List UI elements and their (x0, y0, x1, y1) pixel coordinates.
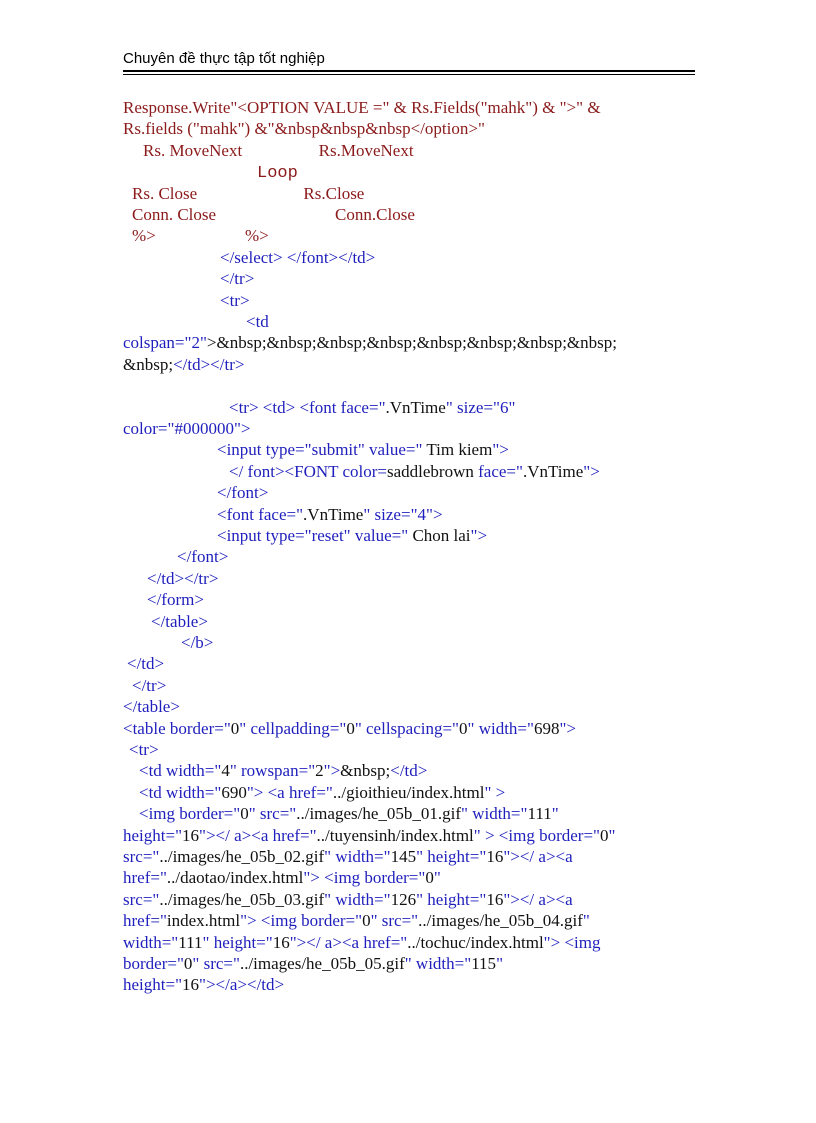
code-segment: <tr> (129, 740, 159, 759)
code-line (151, 611, 208, 632)
code-segment: ../images/he_05b_01.gif (296, 804, 462, 824)
code-line (246, 311, 269, 332)
code-line (132, 225, 269, 246)
code-segment: " (608, 825, 616, 845)
code-segment: " height=" (416, 847, 487, 866)
code-line (177, 546, 228, 567)
code-segment: " width=" (467, 718, 534, 738)
code-segment: " cellspacing=" (354, 718, 459, 738)
code-line (129, 739, 159, 760)
code-segment: 111 (178, 932, 203, 952)
code-segment: <table border=" (123, 718, 231, 738)
header-rule-thin (123, 74, 695, 75)
code-segment: " size="4"> (363, 504, 443, 524)
code-segment: 145 (390, 847, 417, 866)
code-line (139, 760, 427, 781)
code-segment: " width=" (404, 954, 472, 973)
code-segment: </font> (217, 483, 269, 503)
code-segment: "> (492, 440, 509, 460)
code-segment: </font> (177, 547, 229, 567)
code-segment: "> (323, 761, 341, 781)
code-segment: Rs. MoveNext Rs.MoveNext (143, 140, 414, 160)
code-line (139, 782, 505, 803)
code-segment: 698 (533, 718, 560, 738)
code-segment: ../gioithieu/index.html (332, 782, 485, 802)
code-segment: " > <img border=" (473, 825, 600, 845)
code-segment: 690 (221, 782, 247, 802)
code-segment: 0 (346, 718, 355, 738)
code-segment: " height=" (416, 889, 487, 909)
code-segment: " width=" (324, 889, 391, 909)
code-line (217, 439, 509, 460)
code-line (181, 632, 213, 653)
code-segment: </td> (127, 654, 165, 674)
code-segment: " (582, 911, 590, 931)
code-line (123, 953, 503, 974)
code-line (123, 825, 615, 846)
code-segment: 4 (221, 761, 230, 781)
code-segment: "> (559, 718, 576, 738)
code-segment: "></ a><a href=" (289, 932, 408, 952)
code-segment: "></ a><a (503, 847, 573, 866)
code-segment: " (551, 804, 559, 824)
code-segment: </select> </font></td> (220, 247, 376, 267)
code-segment: "></ a><a (503, 889, 573, 909)
code-segment: "> <img border=" (240, 911, 363, 931)
code-segment: " rowspan=" (229, 761, 316, 781)
code-segment: face=" (473, 461, 523, 481)
code-segment: "> <img border=" (303, 868, 426, 888)
code-segment: </td></tr> (147, 568, 219, 588)
code-segment: 16 (486, 889, 504, 909)
code-segment: 0 (230, 718, 240, 738)
code-segment: " src=" (370, 911, 419, 931)
code-line (123, 867, 441, 888)
code-segment: 0 (183, 954, 193, 973)
code-line (123, 718, 576, 739)
code-line (132, 183, 364, 204)
code-segment: src=" (123, 847, 160, 866)
code-segment: Loop (257, 164, 298, 184)
code-segment: " size="6" (445, 397, 516, 417)
code-segment: <tr> (220, 290, 250, 310)
code-segment: height=" (123, 825, 183, 845)
code-segment: 115 (471, 954, 497, 973)
code-line (229, 461, 600, 482)
code-segment: ../images/he_05b_03.gif (159, 889, 325, 909)
code-line (123, 696, 180, 717)
code-segment: colspan="2" (123, 333, 207, 353)
code-segment: " cellpadding=" (239, 718, 347, 738)
code-segment: </td></tr> (173, 354, 245, 374)
code-segment: color="#000000"> (123, 419, 251, 438)
code-segment: href=" (123, 911, 167, 931)
code-segment: saddlebrown (386, 461, 474, 481)
code-segment: 0 (240, 804, 249, 824)
code-segment: </table> (123, 697, 180, 717)
code-segment: 16 (272, 932, 290, 952)
code-segment: "> <a href=" (246, 782, 333, 802)
code-segment: 0 (600, 825, 609, 845)
code-line (220, 290, 250, 311)
code-segment: <font face=" (217, 504, 304, 524)
code-segment: </b> (181, 633, 214, 652)
code-segment: 0 (362, 911, 371, 931)
code-segment: "></a></td> (199, 975, 285, 995)
code-segment: <tr> <td> <font face=" (229, 397, 386, 417)
code-segment: ../tochuc/index.html (407, 932, 544, 952)
code-line (257, 161, 298, 182)
code-segment: " (496, 954, 504, 973)
code-segment: Rs. Close Rs.Close (132, 183, 365, 203)
code-line (229, 397, 515, 418)
code-segment: " src=" (248, 804, 297, 824)
code-line (217, 504, 443, 525)
code-segment: src=" (123, 889, 160, 909)
code-segment: " > (484, 782, 506, 802)
page-header-title: Chuyên đề thực tập tốt nghiệp (123, 50, 325, 67)
code-line (147, 589, 204, 610)
code-segment: border=" (123, 954, 184, 973)
code-segment: </td> (390, 761, 428, 781)
code-segment: ../daotao/index.html (166, 868, 304, 888)
code-line (123, 846, 573, 867)
code-segment: </tr> (132, 675, 167, 695)
code-line (220, 247, 375, 268)
code-line (217, 482, 268, 503)
code-segment: <td width=" (139, 761, 222, 781)
code-segment: <img border=" (139, 804, 241, 824)
code-segment: 0 (425, 868, 434, 888)
code-segment: 2 (315, 761, 324, 781)
code-segment: " (433, 868, 441, 888)
code-segment: ../tuyensinh/index.html (316, 825, 474, 845)
code-segment: %> %> (132, 226, 269, 246)
code-segment: .VnTime (303, 504, 364, 524)
code-line (127, 653, 164, 674)
code-segment: ../images/he_05b_04.gif (418, 911, 583, 931)
code-line (123, 354, 244, 375)
code-segment: height=" (123, 975, 183, 995)
code-line (217, 525, 487, 546)
code-segment: " src=" (192, 954, 240, 973)
code-line (220, 268, 254, 289)
header-rule-thick (123, 70, 695, 72)
code-line (132, 675, 166, 696)
code-segment: " width=" (461, 804, 528, 824)
code-segment: " width=" (324, 847, 391, 866)
code-segment: 111 (527, 804, 552, 824)
code-line (123, 932, 600, 953)
code-segment: index.html (166, 911, 241, 931)
code-line (123, 332, 617, 353)
code-segment: </tr> (220, 269, 255, 289)
code-segment: 16 (182, 825, 200, 845)
code-segment: <input type="reset" value=" (217, 526, 409, 545)
code-segment: <input type="submit" value=" (217, 440, 423, 460)
code-line (123, 974, 284, 995)
code-segment: </ font><FONT color= (229, 461, 387, 481)
code-line (123, 910, 590, 931)
code-segment: " height=" (202, 932, 273, 952)
code-segment: <td width=" (139, 782, 222, 802)
code-segment: "> (583, 461, 600, 481)
code-segment: 16 (182, 975, 200, 995)
code-segment: >&nbsp;&nbsp;&nbsp;&nbsp;&nbsp;&nbsp;&nbsp;&nbsp; (206, 333, 617, 353)
code-segment: .VnTime (522, 461, 584, 481)
code-segment: "> (470, 526, 488, 545)
code-line (139, 803, 559, 824)
code-segment: "> <img (543, 932, 601, 952)
code-segment: ../images/he_05b_02.gif (159, 847, 325, 866)
code-line (132, 204, 415, 225)
code-segment: </form> (147, 590, 204, 610)
code-segment: Rs.fields ("mahk") &"&nbsp&nbsp&nbsp</option>" (123, 119, 485, 139)
code-line (143, 140, 414, 161)
code-segment: Tim kiem (422, 440, 493, 460)
code-segment: ../images/he_05b_05.gif (239, 954, 405, 973)
code-segment: 16 (486, 847, 504, 866)
code-line (123, 418, 250, 439)
code-line (123, 889, 573, 910)
code-segment: <td (246, 312, 269, 331)
code-segment: Conn. Close Conn.Close (132, 205, 415, 224)
code-segment: href=" (123, 868, 167, 888)
code-segment: Response.Write"<OPTION VALUE =" & Rs.Fields("mahk") & ">" & (123, 98, 601, 117)
code-segment: width=" (123, 932, 179, 952)
code-segment: "></ a><a href=" (199, 825, 317, 845)
code-segment: 0 (459, 718, 468, 738)
code-segment: 126 (390, 889, 417, 909)
code-segment: .VnTime (385, 397, 446, 417)
code-line (123, 118, 485, 139)
code-segment: </table> (151, 611, 208, 631)
code-segment: Chon lai (408, 526, 471, 545)
code-segment: &nbsp; (123, 354, 174, 374)
code-segment: &nbsp; (340, 761, 391, 781)
code-line (147, 568, 218, 589)
code-line (123, 97, 601, 118)
